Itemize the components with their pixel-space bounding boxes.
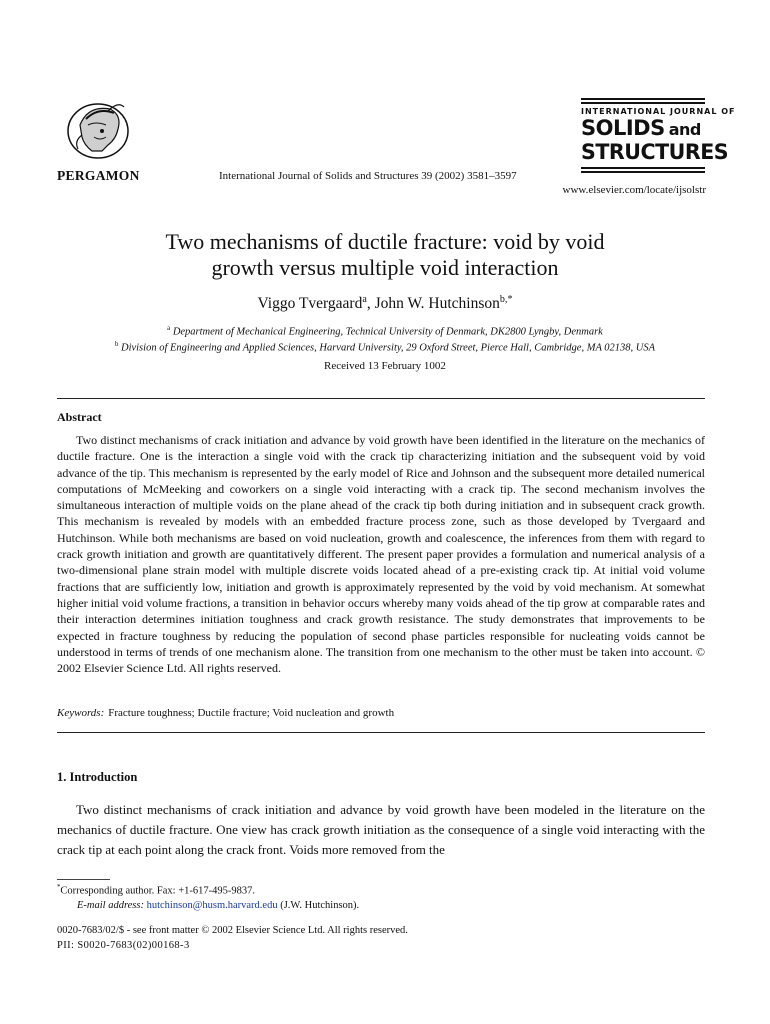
journal-logo-top: INTERNATIONAL JOURNAL OF — [581, 107, 736, 116]
divider — [57, 398, 705, 399]
section-body: Two distinct mechanisms of crack initiation and advance by void growth have been modeled in the literature on the mechanics of ductile fracture. One view has crack growth initiation as the consequence of a single void interacting with the crack tip at each point along the crack front. Voids more removed from the — [57, 802, 705, 857]
abstract-text: Two distinct mechanisms of crack initiation and advance by void growth have been identified in the literature on the mechanics of ductile fracture. One is the interaction a single void with the crack tip characterizing initiation and the subsequent void by void advance of the tip. This mechanism is represented by the early model of Rice and Johnson and the subsequent more detailed numerical computations of McMeeking and coworkers on a single void interacting with a crack tip. The second mechanism involves the simultaneous interaction of multiple voids on the plane ahead of the crack tip both during initiation and in subsequent crack growth. This mechanism is revealed by models with an embedded fracture process zone, such as those developed by Tvergaard and Hutchinson. While both mechanisms are based on void nucleation, growth and coalescence, the inferences from them with regard to crack growth initiation and growth are quantitatively different. The present paper provides a formulation and numerical analysis of a two-dimensional plane strain model with multiple discrete voids located ahead of a pre-existing crack tip. At initial void volume fractions that are sufficiently low, initiation and growth is approximately represented by the void by void mechanism. At somewhat higher initial void volume fractions, a transition in behavior occurs whereby many voids ahead of the tip grow at comparable rates and their interaction determines initiation toughness and crack growth resistance. The study demonstrates that improvements to be expected in fracture toughness by reducing the population of second phase particles responsible for nucleating voids cannot be understood in terms of trends of one mechanism alone. The transition from one mechanism to the other must be taken into account. © 2002 Elsevier Science Ltd. All rights reserved. — [57, 433, 705, 676]
affiliation-a: $^a$ Department of Mechanical Engineering, Technical University of Denmark, DK2800 Lyngby, Denmark — [167, 325, 603, 338]
author-name: Viggo Tvergaard — [257, 295, 363, 313]
article-title: Two mechanisms of ductile fracture: void by void growth versus multiple void interaction — [165, 229, 605, 280]
section-heading: 1. Introduction — [57, 770, 138, 784]
publisher-name: PERGAMON — [57, 168, 140, 183]
pergamon-athena-logo-icon — [58, 95, 138, 175]
journal-website-link[interactable]: www.elsevier.com/locate/ijsolstr — [562, 184, 706, 196]
corresponding-author-footnote: *Corresponding author. Fax: +1-617-495-9837. — [57, 884, 256, 897]
email-footnote: E-mail address: hutchinson@husm.harvard.edu (J.W. Hutchinson). — [77, 900, 360, 911]
affiliation-b: $^b$ Division of Engineering and Applied Sciences, Harvard University, 29 Oxford Street, Pierce Hall, Cambridge, MA 02138, USA — [114, 341, 656, 354]
author-list: Viggo Tvergaard$^a$, John W. Hutchinson$^{b,*}$ — [257, 294, 513, 313]
abstract-heading: Abstract — [57, 410, 102, 424]
copyright-line: 0020-7683/02/$ - see front matter © 2002 Elsevier Science Ltd. All rights reserved. — [57, 925, 408, 936]
divider — [57, 732, 705, 733]
author-name: John W. Hutchinson — [374, 295, 500, 313]
email-link[interactable]: hutchinson@husm.harvard.edu — [146, 900, 278, 911]
pii-line: PII: S0020-7683(02)00168-3 — [57, 940, 190, 951]
keywords: Keywords: Fracture toughness; Ductile fracture; Void nucleation and growth — [57, 707, 395, 719]
footnote-divider — [57, 879, 110, 880]
received-date: Received 13 February 1002 — [324, 360, 446, 372]
journal-logo-structures: STRUCTURES — [581, 140, 729, 164]
journal-logo-solids: SOLIDS and — [581, 116, 701, 140]
journal-logo — [581, 96, 736, 175]
journal-citation: International Journal of Solids and Structures 39 (2002) 3581–3597 — [219, 170, 517, 182]
